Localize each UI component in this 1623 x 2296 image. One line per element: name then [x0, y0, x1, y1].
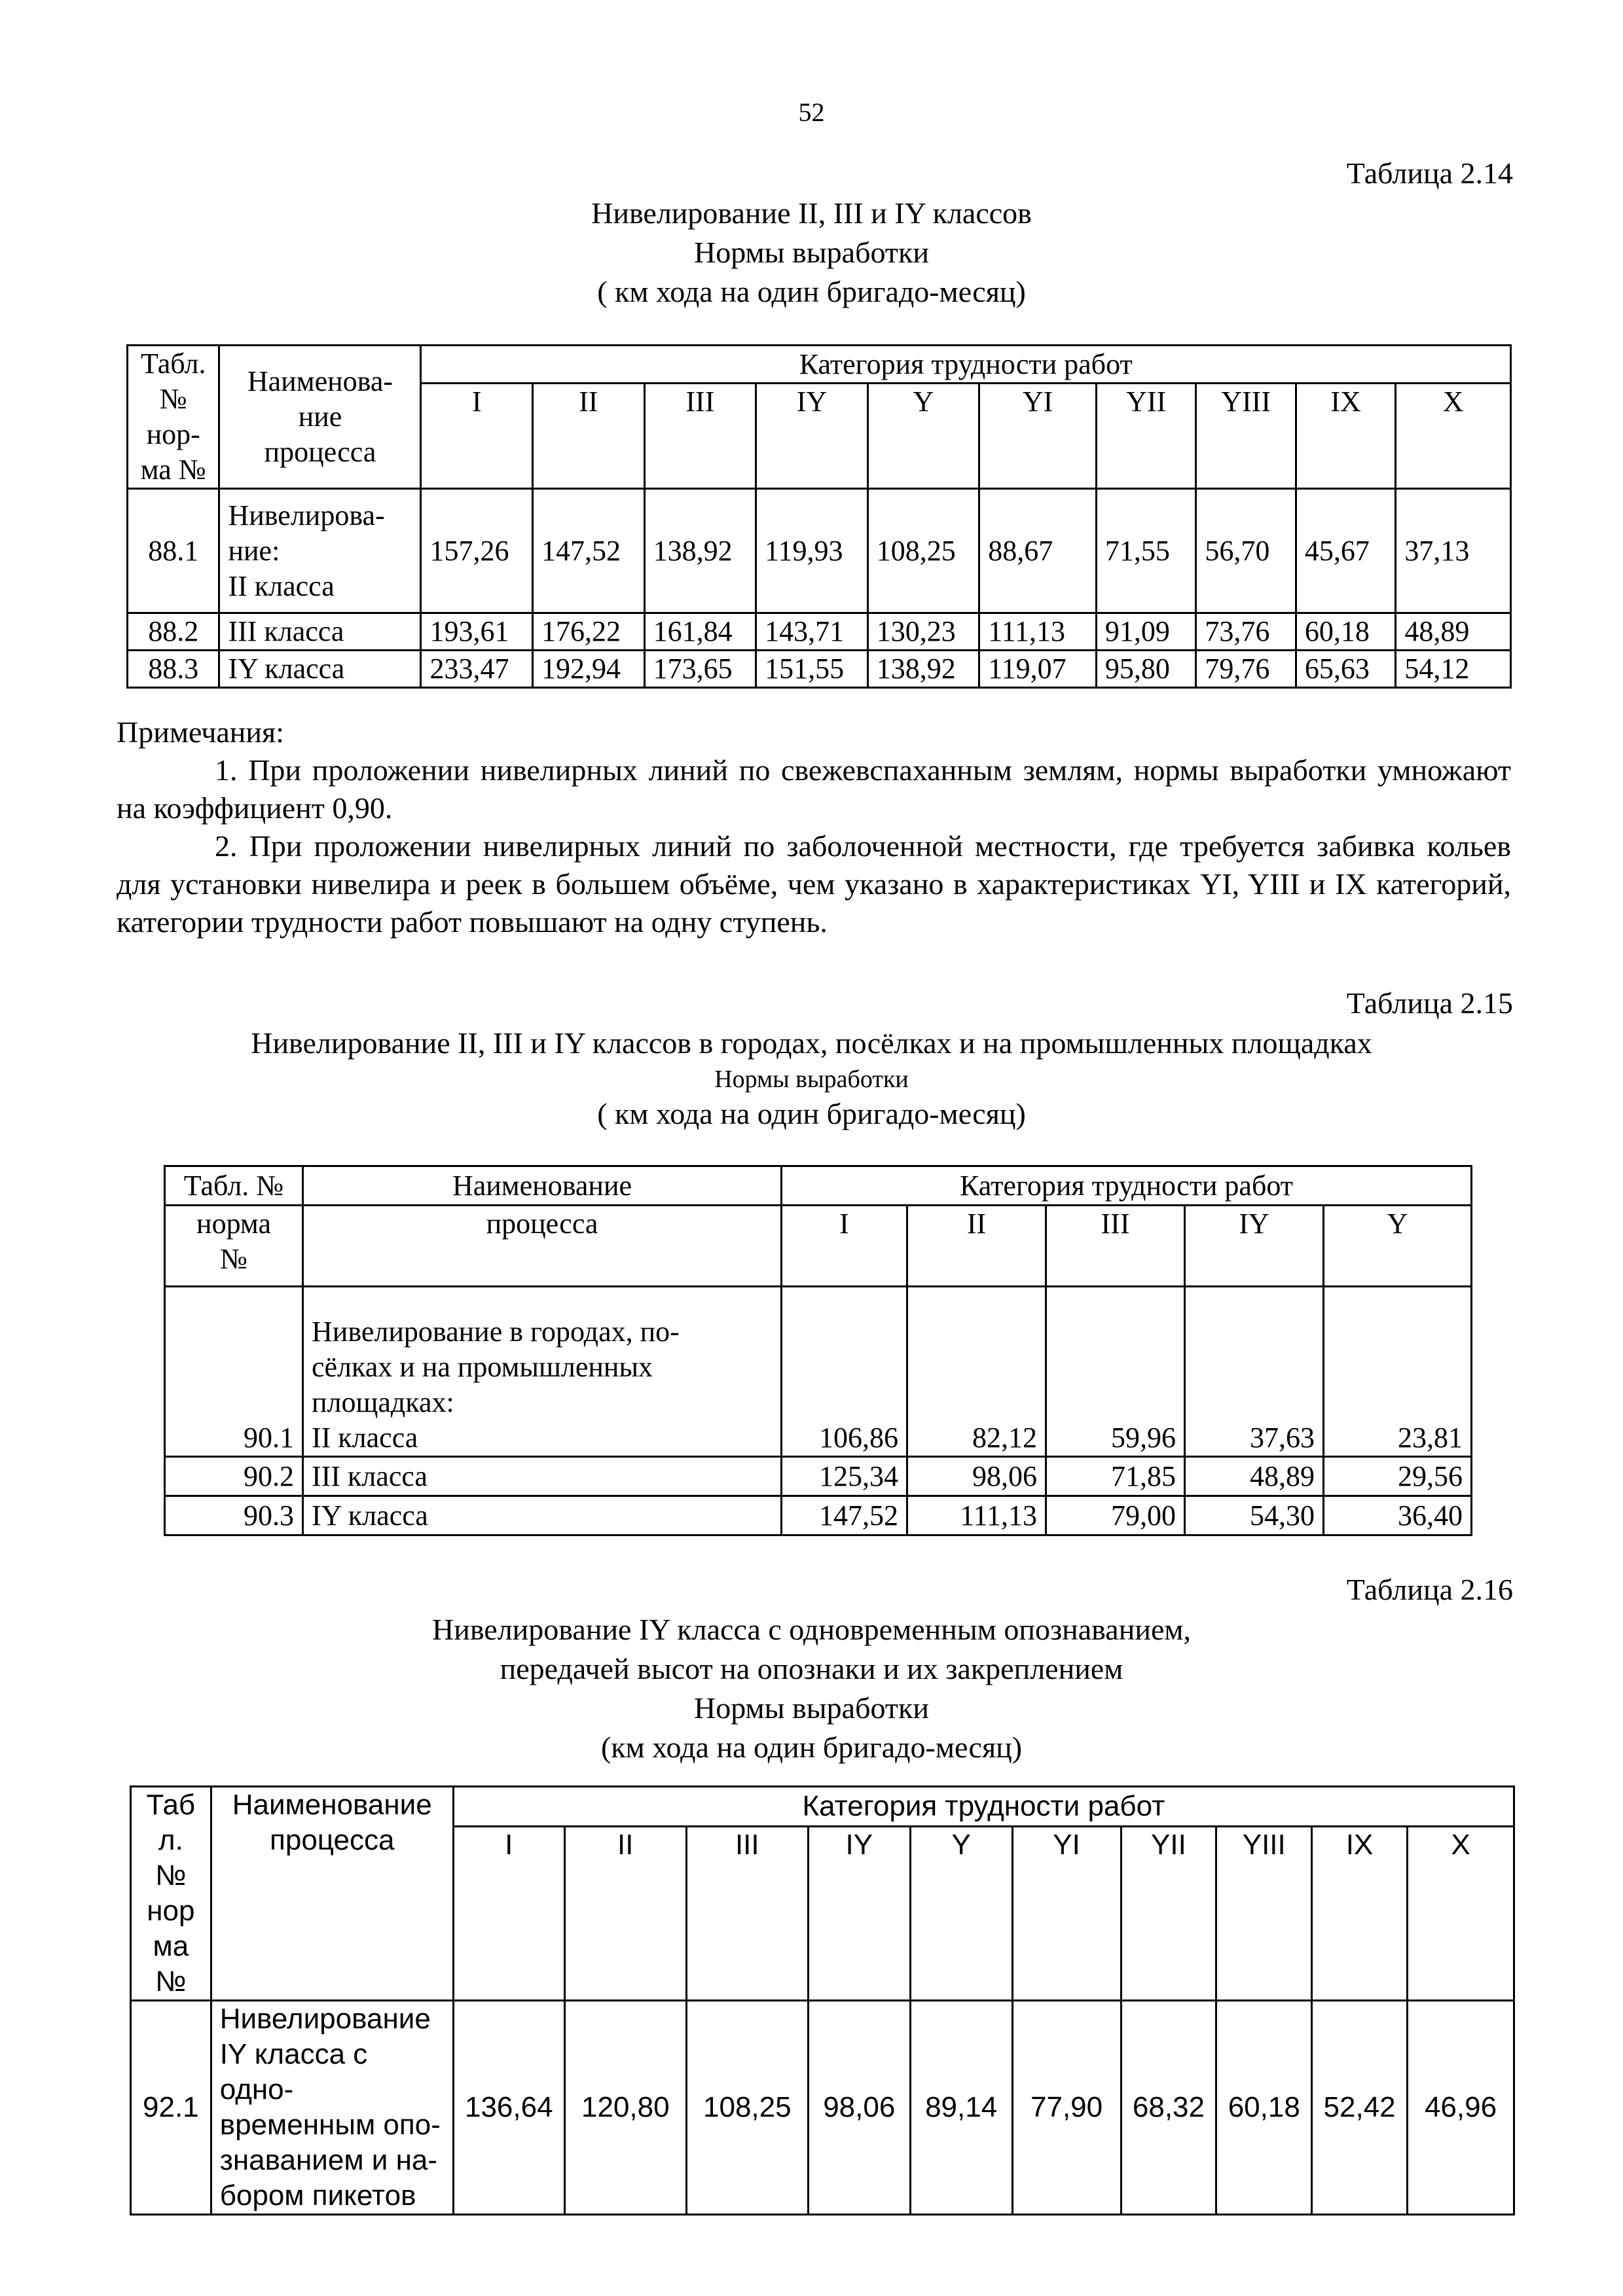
- process-name-line: IY класса с одно-: [219, 2038, 368, 2106]
- value-cell: 54,12: [1396, 651, 1511, 688]
- value-cell: 111,13: [907, 1496, 1046, 1535]
- table-row: [128, 613, 1511, 651]
- process-name: [303, 1287, 782, 1457]
- notes: [117, 713, 1511, 941]
- header-process-line: ние: [298, 401, 342, 433]
- table-2-14-subtitle: Нормы выработки: [694, 236, 929, 269]
- category-header: III: [1046, 1206, 1185, 1287]
- table-row: [128, 651, 1511, 688]
- value-cell: 68,32: [1121, 2001, 1216, 2215]
- table-2-16-subtitle: Нормы выработки: [694, 1691, 929, 1725]
- value-cell: 111,13: [979, 613, 1097, 651]
- header-category-title: Категория трудности работ: [782, 1166, 1472, 1206]
- class-name: IY класса: [219, 651, 421, 688]
- category-header: X: [1408, 1827, 1514, 2001]
- category-header: III: [644, 384, 756, 489]
- category-header: I: [453, 1827, 564, 2001]
- category-header: YII: [1096, 384, 1196, 489]
- process-name: [211, 2001, 453, 2215]
- category-header: YIII: [1196, 384, 1296, 489]
- header-norm-no-line: норма: [196, 1208, 271, 1240]
- group-label-line: Нивелирование в городах, по-: [312, 1316, 680, 1348]
- header-norm-no-line: Табл.: [140, 348, 206, 380]
- value-cell: 37,13: [1396, 489, 1511, 613]
- table-2-14-title: Нивелирование II, III и IY классов: [591, 196, 1032, 230]
- class-name: II класса: [228, 569, 335, 602]
- value-cell: 88,67: [979, 489, 1097, 613]
- value-cell: 82,12: [907, 1287, 1046, 1457]
- value-cell: 52,42: [1312, 2001, 1408, 2215]
- value-cell: 157,26: [421, 489, 533, 613]
- value-cell: 65,63: [1296, 651, 1396, 688]
- table-row: [165, 1287, 1472, 1457]
- table-2-16-title-line: передачей высот на опознаки и их закреплением: [500, 1652, 1123, 1685]
- note-item: 1. При проложении нивелирных линий по свежевспаханным землям, нормы выработки умножают на коэффициент 0,90.: [117, 753, 1511, 825]
- category-header: YI: [1012, 1827, 1121, 2001]
- value-cell: 36,40: [1324, 1496, 1472, 1535]
- value-cell: 147,52: [533, 489, 645, 613]
- process-name-line: знаванием и на-: [219, 2144, 438, 2176]
- category-header: YII: [1121, 1827, 1216, 2001]
- value-cell: 95,80: [1096, 651, 1196, 688]
- class-name: II класса: [312, 1422, 418, 1454]
- value-cell: 192,94: [533, 651, 645, 688]
- class-name: IY класса: [303, 1496, 782, 1535]
- value-cell: 98,06: [808, 2001, 910, 2215]
- value-cell: 89,14: [910, 2001, 1012, 2215]
- table-row: [165, 1457, 1472, 1496]
- value-cell: 91,09: [1096, 613, 1196, 651]
- table-2-16-label: Таблица 2.16: [1346, 1573, 1513, 1606]
- process-name-line: временным опо-: [219, 2109, 441, 2141]
- value-cell: 130,23: [867, 613, 979, 651]
- note-item: 2. При проложении нивелирных линий по заболоченной местности, где требуется забивка кольев для установки нивелира и реек в большем объёме, чем указано в характеристиках YI, YIII и IX категорий, категории трудности работ повышают на одну ступень.: [117, 829, 1511, 939]
- norm-number: 90.2: [165, 1457, 303, 1496]
- norm-number: 90.1: [165, 1287, 303, 1457]
- table-2-15-units: ( км хода на один бригадо-месяц): [597, 1097, 1026, 1130]
- value-cell: 136,64: [453, 2001, 564, 2215]
- table-row: [131, 2001, 1514, 2215]
- header-norm-no-line: нор-: [146, 418, 200, 450]
- value-cell: 46,96: [1408, 2001, 1514, 2215]
- category-header: Y: [910, 1827, 1012, 2001]
- header-process-line: Наименова-: [247, 365, 393, 397]
- category-header: I: [782, 1206, 907, 1287]
- header-norm-no: [165, 1206, 303, 1287]
- table-2-15-subtitle: Нормы выработки: [714, 1066, 909, 1093]
- value-cell: 79,76: [1196, 651, 1296, 688]
- value-cell: 193,61: [421, 613, 533, 651]
- value-cell: 71,55: [1096, 489, 1196, 613]
- norm-number: 88.2: [128, 613, 219, 651]
- page-number: 52: [798, 98, 825, 127]
- table-row: [128, 489, 1511, 613]
- value-cell: 56,70: [1196, 489, 1296, 613]
- header-norm-no-line: нор: [147, 1895, 195, 1927]
- value-cell: 48,89: [1396, 613, 1511, 651]
- category-header: X: [1396, 384, 1511, 489]
- value-cell: 138,92: [644, 489, 756, 613]
- category-header: I: [421, 384, 533, 489]
- value-cell: 119,07: [979, 651, 1097, 688]
- header-norm-no-line: ма №: [140, 454, 206, 486]
- value-cell: 79,00: [1046, 1496, 1185, 1535]
- value-cell: 120,80: [564, 2001, 686, 2215]
- table-2-14-units: ( км хода на один бригадо-месяц): [597, 275, 1026, 308]
- table-row: [165, 1496, 1472, 1535]
- header-norm-no: [128, 346, 219, 489]
- table-2-14: [126, 344, 1512, 689]
- norm-number: 88.3: [128, 651, 219, 688]
- value-cell: 37,63: [1185, 1287, 1324, 1457]
- category-header: IY: [1185, 1206, 1324, 1287]
- header-norm-no-line: ма: [153, 1930, 189, 1962]
- value-cell: 151,55: [756, 651, 868, 688]
- norm-number: 88.1: [128, 489, 219, 613]
- value-cell: 106,86: [782, 1287, 907, 1457]
- value-cell: 108,25: [867, 489, 979, 613]
- category-header: IY: [808, 1827, 910, 2001]
- class-name: III класса: [303, 1457, 782, 1496]
- header-norm-no-line: №: [155, 1965, 187, 1998]
- value-cell: 23,81: [1324, 1287, 1472, 1457]
- category-header: IX: [1296, 384, 1396, 489]
- value-cell: 77,90: [1012, 2001, 1121, 2215]
- value-cell: 138,92: [867, 651, 979, 688]
- header-category-title: Категория трудности работ: [453, 1787, 1514, 1827]
- value-cell: 125,34: [782, 1457, 907, 1496]
- group-label-line: Нивелирова-: [228, 499, 385, 531]
- category-header: IY: [756, 384, 868, 489]
- notes-heading: Примечания:: [117, 715, 284, 749]
- norm-number: 90.3: [165, 1496, 303, 1535]
- category-header: Y: [867, 384, 979, 489]
- category-header: II: [564, 1827, 686, 2001]
- process-name-line: Нивелирование: [219, 2003, 431, 2035]
- category-header: II: [907, 1206, 1046, 1287]
- value-cell: 98,06: [907, 1457, 1046, 1496]
- header-norm-no-line: л.: [158, 1824, 183, 1856]
- header-process-name: [219, 346, 421, 489]
- value-cell: 143,71: [756, 613, 868, 651]
- value-cell: 73,76: [1196, 613, 1296, 651]
- category-header: Y: [1324, 1206, 1472, 1287]
- header-norm-no-line: №: [220, 1243, 247, 1275]
- value-cell: 119,93: [756, 489, 868, 613]
- table-2-16-title-line: Нивелирование IY класса с одновременным опознаванием,: [432, 1613, 1191, 1646]
- value-cell: 108,25: [686, 2001, 808, 2215]
- value-cell: 60,18: [1296, 613, 1396, 651]
- header-norm-no: Табл. №: [165, 1166, 303, 1206]
- header-process-line: процесса: [264, 436, 376, 468]
- category-header: III: [686, 1827, 808, 2001]
- category-header: YI: [979, 384, 1097, 489]
- table-2-15-title: Нивелирование II, III и IY классов в городах, посёлках и на промышленных площадках: [251, 1026, 1372, 1060]
- value-cell: 60,18: [1216, 2001, 1312, 2215]
- value-cell: 54,30: [1185, 1496, 1324, 1535]
- group-label-line: ние:: [228, 534, 280, 567]
- header-process-line: Наименование: [232, 1789, 432, 1821]
- category-header: YIII: [1216, 1827, 1312, 2001]
- value-cell: 161,84: [644, 613, 756, 651]
- group-label-line: сёлках и на промышленных: [312, 1351, 653, 1383]
- header-process-name: процесса: [303, 1206, 782, 1287]
- value-cell: 29,56: [1324, 1457, 1472, 1496]
- table-2-15: [164, 1165, 1472, 1536]
- value-cell: 176,22: [533, 613, 645, 651]
- value-cell: 48,89: [1185, 1457, 1324, 1496]
- value-cell: 71,85: [1046, 1457, 1185, 1496]
- value-cell: 45,67: [1296, 489, 1396, 613]
- value-cell: 233,47: [421, 651, 533, 688]
- table-2-16: [130, 1785, 1515, 2215]
- header-process-name: Наименование: [303, 1166, 782, 1206]
- header-category-title: Категория трудности работ: [421, 346, 1511, 384]
- value-cell: 59,96: [1046, 1287, 1185, 1457]
- norm-number: 92.1: [131, 2001, 211, 2215]
- process-name: [219, 489, 421, 613]
- header-process-line: процесса: [270, 1824, 395, 1856]
- table-2-15-label: Таблица 2.15: [1346, 986, 1513, 1020]
- table-2-16-units: (км хода на один бригадо-месяц): [600, 1731, 1023, 1764]
- header-norm-no-line: №: [159, 383, 187, 415]
- value-cell: 173,65: [644, 651, 756, 688]
- header-norm-no-line: №: [155, 1859, 187, 1892]
- header-norm-no-line: Таб: [146, 1789, 196, 1821]
- category-header: II: [533, 384, 645, 489]
- category-header: IX: [1312, 1827, 1408, 2001]
- header-norm-no: [131, 1787, 211, 2001]
- table-2-14-label: Таблица 2.14: [1346, 156, 1513, 190]
- header-process-name: [211, 1787, 453, 2001]
- value-cell: 147,52: [782, 1496, 907, 1535]
- group-label-line: площадках:: [312, 1386, 454, 1418]
- process-name-line: бором пикетов: [219, 2179, 416, 2212]
- class-name: III класса: [219, 613, 421, 651]
